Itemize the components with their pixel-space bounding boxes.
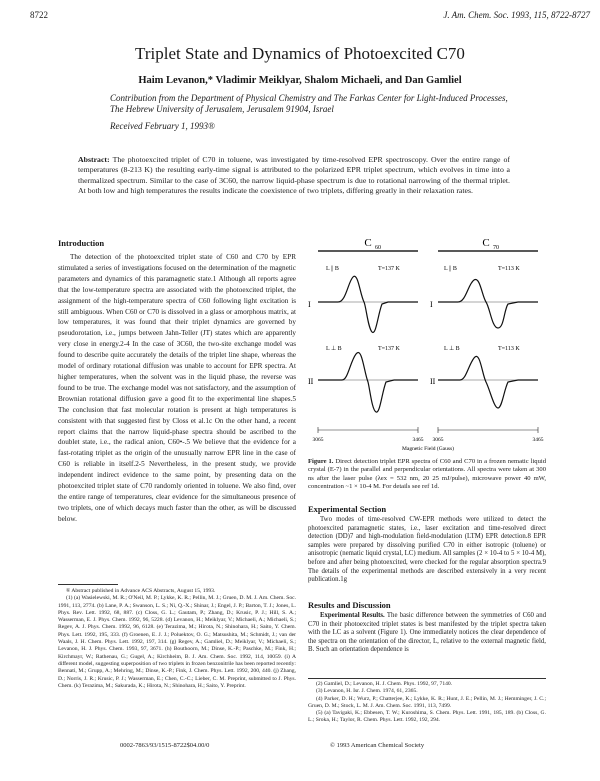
- spectrum-c60-perpendicular: [318, 352, 418, 412]
- copyright: © 1993 American Chemical Society: [330, 742, 425, 749]
- affiliation: Contribution from the Department of Physical Chemistry and The Farkas Center for Light-Induced Processes, The Hebrew University of Jerusalem, Jerusalem 91904, Israel: [110, 93, 508, 114]
- intro-body: [58, 252, 296, 570]
- received-date: Received February 1, 1993®: [110, 121, 215, 131]
- panel-temp: T=113 K: [498, 266, 520, 272]
- spectrum-c70-perpendicular: [438, 356, 538, 408]
- footnote-rule-right: [308, 678, 546, 679]
- page-number: 8722: [30, 10, 48, 20]
- spectrum-c70-parallel: [438, 279, 538, 328]
- marker-ii: II: [308, 377, 314, 386]
- footnotes-left: [58, 588, 296, 738]
- running-header: [30, 10, 590, 24]
- abstract-label: Abstract:: [78, 155, 110, 164]
- figure-caption: [308, 458, 546, 498]
- footnote-rule: [58, 584, 118, 585]
- spectrum-c60-parallel: [318, 276, 418, 332]
- panel-temp: T=113 K: [498, 346, 520, 352]
- author-list: Haim Levanon,* Vladimir Meiklyar, Shalom Michaeli, and Dan Gamliel: [138, 75, 462, 86]
- c60-subscript: 60: [375, 245, 381, 251]
- intro-heading: Introduction: [58, 238, 105, 248]
- panel-label-lb: L || B: [326, 266, 339, 272]
- footnote: (3) Levanon, H. Isr. J. Chem. 1974, 61, 2365.: [316, 688, 418, 695]
- article-code: 0002-7863/93/1515-8722$04.00/0: [120, 742, 210, 749]
- abstract: [78, 155, 510, 196]
- footnote: (4) Parker, D. H.; Wurz, P.; Chatterjee, K.; Lykke, K. R.; Hunt, J. E.; Pellin, M. J.; Hemminger, J. C.; Gruen, D. M.; Stock, L. M. J. Am. Chem. Soc. 1991, 113, 7499.: [308, 695, 546, 709]
- article-title: Triplet State and Dynamics of Photoexcited C70: [135, 44, 465, 63]
- experimental-body: [308, 516, 546, 593]
- marker-ii-right: II: [430, 377, 436, 386]
- panel-label-lb: L ⊥ B: [326, 346, 342, 352]
- c70-label: C: [482, 237, 490, 249]
- journal-citation: J. Am. Chem. Soc. 1993, 115, 8722-8727: [443, 10, 590, 20]
- x-tick-label: 3065: [312, 437, 324, 443]
- results-body: [308, 612, 546, 674]
- c60-label: C: [364, 237, 372, 249]
- results-heading: Results and Discussion: [308, 600, 391, 610]
- footnote: (5) (a) Tavigaki, K.; Ebbesen, T. W.; Kuroshima, S. Chem. Phys. Lett. 1991, 185, 189. (b) Closs, G. L.; Sroka, H.; Taylor, R. Chem. Phys. Lett. 1992, 192, 294.: [308, 710, 546, 724]
- c70-subscript: 70: [493, 245, 499, 251]
- x-tick-label: 3465: [412, 437, 424, 443]
- experimental-heading: Experimental Section: [308, 504, 387, 514]
- epr-spectra-plot: [308, 232, 546, 454]
- results-lead: Experimental Results.: [320, 612, 385, 619]
- footnote: (2) Gamliel, D.; Levanon, H. J. Chem. Phys. 1992, 97, 7140.: [316, 681, 453, 687]
- panel-temp: T=137 K: [378, 266, 400, 272]
- x-tick-label: 3465: [532, 437, 544, 443]
- footnote: ® Abstract published in Advance ACS Abstracts, August 15, 1993.: [66, 588, 216, 594]
- x-tick-label: 3065: [432, 437, 444, 443]
- experimental-text: Two modes of time-resolved CW-EPR methods were utilized to detect the photoexcited paramagnetic states, i.e., laser excitation and time-resolved direct detection (DD)7 and high-modulation field-modulation (LTM) EPR detection.8 EPR samples were prepared by dissolving purified C70 in either isotropic (toluene) or anisotropic (nematic liquid crystal, LC) medium. All samples (2 × 10-4 to 5 × 10-4 M), before and after being photoexcited, were checked for the regular absorption spectra.9 The details of the experimental methods are described extensively in a very recent publication.1g: [308, 516, 546, 584]
- results-text: The basic difference between the symmetries of C60 and C70 in their photoexcited triplet states is best manifested by the triplet spectra taken with the LC as a solvent (Figure 1). One immediately notices the clear dependence of the spectra on the orientation of the director, L, relative to the external magnetic field, B. Such an orientation dependence is: [308, 612, 546, 654]
- panel-label-lb: L || B: [444, 266, 457, 272]
- panel-temp: T=137 K: [378, 346, 400, 352]
- panel-label-lb: L ⊥ B: [444, 346, 460, 352]
- caption-text: Direct detection triplet EPR spectra of C60 and C70 in a frozen nematic liquid crystal (E-7) in the parallel and perpendicular orientations. All spectra were taken at 300 ns after the laser pulse (λex = 532 nm, 20 25 mJ/pulse), microwave power 40 mW, concentration ~1 × 10-4 M. For details see ref 1d.: [308, 458, 546, 491]
- footnote: (1) (a) Wasielewski, M. R.; O'Neil, M. P.; Lykke, K. R.; Pellin, M. J.; Gruen, D. M. J. Am. Chem. Soc. 1991, 113, 2774. (b) Lane, P. A.; Swanson, L. S.; Ni, Q.-X.; Shinar, J.; Engel, J. P.; Barton, T. J.; Jones, L. Phys. Rev. Lett. 1992, 68, 887. (c) Closs, G. L.; Gautam, P.; Zhang, D.; Krusic, P. J.; Hill, S. A.; Wasserman, E. J. Phys. Chem. 1992, 96, 5228. (d) Levanon, H.; Meiklyar, V.; Michaeli, A.; Michaeli, S.; Regev, A. J. Phys. Chem. 1992, 96, 6128. (e) Terazima, M.; Hirota, N.; Shinohara, H.; Saito, Y. Chem. Phys. Lett. 1992, 195, 333. (f) Groenen, E. J. J.; Poluektov, O. G.; Matsushita, M.; Schmidt, J.; van der Waals, J. H. Chem. Phys. Lett. 1992, 197, 314. (g) Regev, A.; Gamliel, D.; Meiklyar, V.; Michaeli, S.; Levanon, H. J. Phys. Chem. 1993, 97, 3671. (h) Bouthoorn, M.; Dinse, K.-P.; Paschke, M.; Fink, H.; Kirchmayr, W.; Rathenau, G.; Gugel, A.; Kirchheim, B. J. Am. Chem. Soc. 1992, 114, 10059. (i) A different model, suggesting superposition of two triplets in frozen benzonitrile has been reported recently: Bennati, M.; Grupp, A.; Mehring, M.; Dinse, K.-P.; Fink, J. Chem. Phys. Lett. 1992, 200, 440. (j) Zhang, D.; Norris, J. R.; Krusic, P. J.; Wasserman, E.; Chen, C.-C.; Lieber, C. M. Preprint, submitted to J. Phys. Chem. (k) Terazima, M.; Sakurada, K.; Hirota, N.; Shinohara, H.; Saito, Y. Preprint.: [58, 595, 296, 689]
- caption-label: Figure 1.: [308, 458, 334, 465]
- marker-i-right: I: [430, 300, 433, 309]
- marker-i: I: [308, 300, 311, 309]
- abstract-text: The photoexcited triplet of C70 in toluene, was investigated by time-resolved EPR spectroscopy. Over the entire range of temperatures (8-213 K) the resulting early-time signal is attributed to the polarized EPR triplet spectrum, which evolves in time into a thermalized spectrum. Similar to the case of 3C60, the narrow liquid-phase spectrum is due to rotational narrowing of the thermal triplet. At both low and high temperatures the results indicate the coexistence of two triplets, differing greatly in their relaxation rates.: [78, 155, 511, 195]
- x-axis-title: Magnetic Field (Gauss): [402, 446, 454, 452]
- intro-paragraph: The detection of the photoexcited triplet state of C60 and C70 by EPR stimulated a series of investigations focused on the determination of the magnetic parameters and dynamics of this paramagnetic state.1 Although all reports agree that the low-temperature spectra are associated with the photoexcited triplet, the assignment of the high-temperature spectra of C60 following light excitation is still ambiguous. When C60 or C70 is dissolved in a glass or amorphous matrix, at low temperatures, it was found that their triplet dynamics are governed by pseudorotation, i.e., jumps between Jahn-Teller (JT) states which are apparently very close in energy.2-4 In the case of 3C60, the two-site exchange model was found to describe quite accurately the details of the triplet line shape, whereas the model of ordinary rotational diffusion was unable to account for EPR spectra. At higher temperatures, when the solvent was in the liquid phase, the reverse was found to be true. The exchange model was not satisfactory, and the assumption of Brownian rotational diffusion gave a good fit to the experimental line shapes.5 The conclusion that fast molecular rotation is present at high temperatures is consistent with that suggested first by Closs et al.1c On the other hand, a recent report claims that the narrow liquid-phase spectra should be ascribed to the doublet state, i.e., the radical anion, C60•-.5 We believe that the evidence for a fast-rotating triplet as the origin of the unusually narrow EPR line in the case of C60 is reliable in itself.2-5 Nevertheless, in the present study, we provide independent indirect evidence to the same point, by presenting data on the photoexcited triplet state of C70 randomly oriented in toluene. We also find, over the entire range of temperatures, clear evidence for the simultaneous presence of two triplets, one of which decays much faster than the other, as will be discussed below.: [58, 253, 296, 523]
- footnotes-right: [308, 681, 546, 739]
- figure-1: [308, 232, 546, 454]
